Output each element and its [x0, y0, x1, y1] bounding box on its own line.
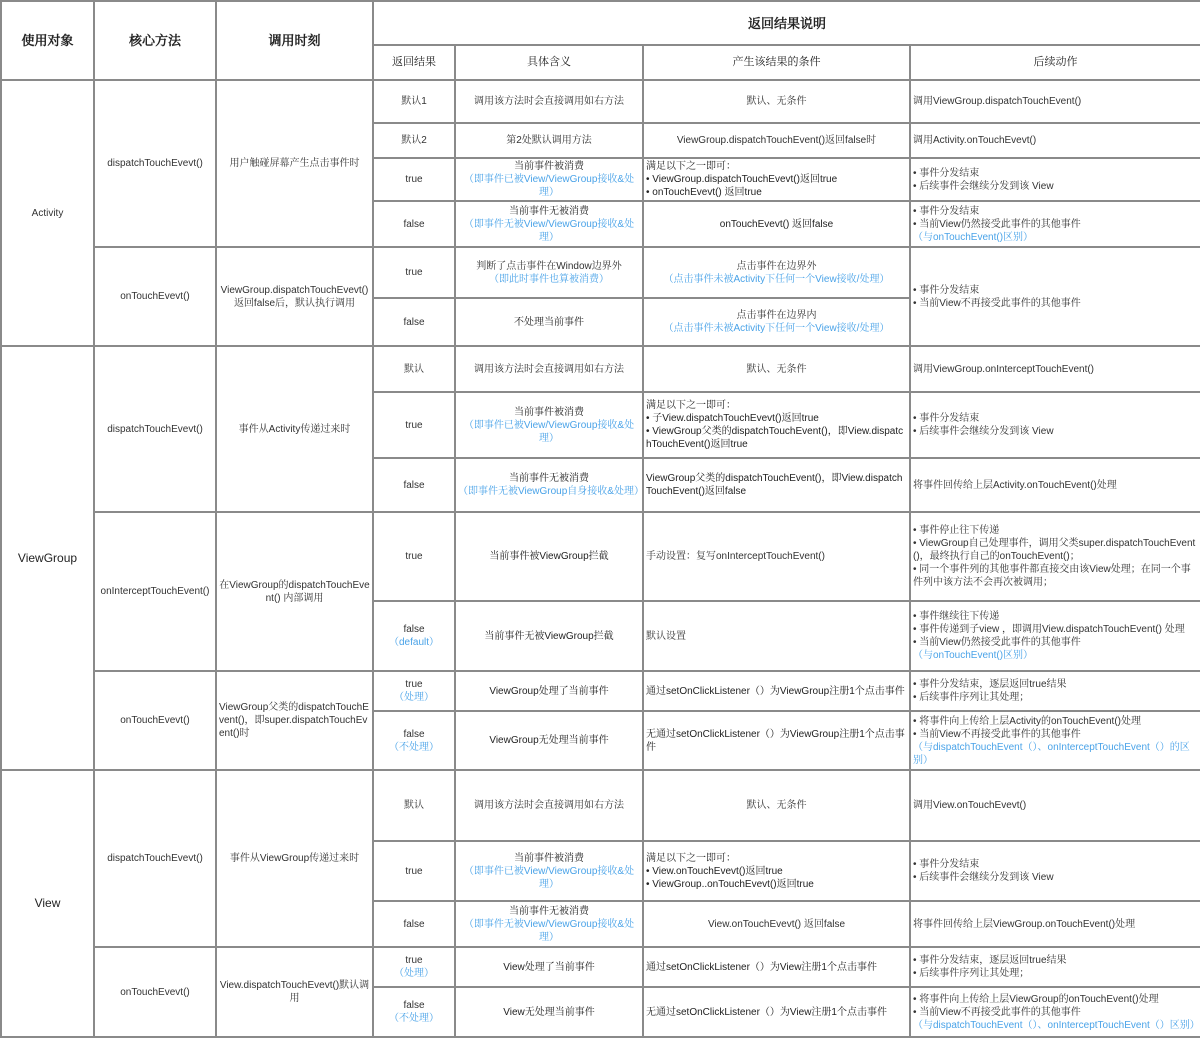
- result-cell: [373, 711, 455, 770]
- action-cell: [910, 671, 1200, 711]
- table-row: [1, 671, 1200, 711]
- method-cell: onTouchEvevt(): [94, 947, 216, 1037]
- result-cell: 默认: [373, 346, 455, 392]
- object-viewgroup: ViewGroup: [1, 346, 94, 770]
- meaning-cell: 第2处默认调用方法: [455, 123, 643, 158]
- result-cell: false: [373, 458, 455, 512]
- result-text: true: [405, 679, 423, 690]
- meaning-note: （即事件已被View/ViewGroup接收&处理）: [463, 865, 635, 890]
- meaning-cell: [455, 158, 643, 201]
- action-item: • 后续事件序列让其处理；: [913, 692, 1030, 703]
- meaning-cell: 当前事件被ViewGroup拦截: [455, 512, 643, 601]
- header-object: 使用对象: [1, 1, 94, 80]
- result-text: false: [403, 1000, 425, 1011]
- meaning-cell: ViewGroup无处理当前事件: [455, 711, 643, 770]
- action-item: • 事件继续往下传递: [913, 611, 1000, 622]
- meaning-cell: [455, 247, 643, 298]
- action-item: • ViewGroup自己处理事件，调用父类super.dispatchTouchEvent()，最终执行自己的onTouchEvent()；: [913, 538, 1196, 562]
- result-cell: true: [373, 247, 455, 298]
- timing-cell: View.dispatchTouchEvevt()默认调用: [216, 947, 373, 1037]
- condition-item: • onTouchEvevt() 返回true: [646, 187, 762, 198]
- result-note: （不处理）: [389, 1013, 439, 1024]
- timing-cell: ViewGroup父类的dispatchTouchEvent()，即super.dispatchTouchEvent()时: [216, 671, 373, 770]
- timing-cell: 用户触碰屏幕产生点击事件时: [216, 80, 373, 247]
- action-cell: [910, 711, 1200, 770]
- timing-cell: 事件从ViewGroup传递过来时: [216, 770, 373, 947]
- action-cell: 调用View.onTouchEvevt(): [910, 770, 1200, 841]
- meaning-note: （即事件无被ViewGroup自身接收&处理）: [458, 486, 644, 497]
- action-cell: [910, 841, 1200, 901]
- action-cell: [910, 201, 1200, 247]
- method-cell: dispatchTouchEvevt(): [94, 770, 216, 947]
- condition-cell: 手动设置：复写onInterceptTouchEvent(): [643, 512, 910, 601]
- result-note: （不处理）: [389, 741, 439, 753]
- condition-item: • 子View.dispatchTouchEvevt()返回true: [646, 413, 819, 424]
- result-note: （处理）: [394, 692, 434, 703]
- action-note: （与onTouchEvent()区别）: [913, 650, 1034, 661]
- timing-cell: 在ViewGroup的dispatchTouchEvent() 内部调用: [216, 512, 373, 671]
- timing-cell: ViewGroup.dispatchTouchEvevt()返回false后，默认执行调用: [216, 247, 373, 346]
- meaning-text: 判断了点击事件在Window边界外: [476, 260, 622, 272]
- action-item: • 当前View不再接受此事件的其他事件: [913, 297, 1081, 309]
- result-cell: true: [373, 392, 455, 458]
- meaning-note: （即事件已被View/ViewGroup接收&处理）: [463, 419, 635, 444]
- condition-title: 满足以下之一即可：: [646, 852, 736, 864]
- action-item-with-note: [913, 636, 1198, 662]
- action-item: • 后续事件会继续分发到该 View: [913, 426, 1054, 437]
- action-item: • 事件分发结束，逐层返回true结果: [913, 955, 1067, 966]
- result-cell: false: [373, 201, 455, 247]
- header-meaning: 具体含义: [455, 45, 643, 80]
- meaning-cell: 不处理当前事件: [455, 298, 643, 346]
- meaning-cell: 调用该方法时会直接调用如右方法: [455, 80, 643, 123]
- action-note: （与dispatchTouchEvent（）、onInterceptTouchEvent（）区别）: [913, 1019, 1200, 1031]
- condition-note: （点击事件未被Activity下任何一个View接收/处理）: [663, 273, 890, 285]
- condition-cell: onTouchEvevt() 返回false: [643, 201, 910, 247]
- header-result-group: 返回结果说明: [373, 1, 1200, 45]
- meaning-cell: View处理了当前事件: [455, 947, 643, 987]
- meaning-text: 当前事件无被消费: [509, 905, 589, 917]
- meaning-cell: [455, 841, 643, 901]
- action-item: • 当前View不再接受此事件的其他事件: [913, 728, 1081, 740]
- result-cell: false: [373, 901, 455, 947]
- action-cell: [910, 512, 1200, 601]
- action-item: • 事件分发结束: [913, 167, 980, 179]
- condition-cell: [643, 392, 910, 458]
- condition-cell: View.onTouchEvevt() 返回false: [643, 901, 910, 947]
- action-note: （与onTouchEvent()区别）: [913, 231, 1034, 243]
- header-timing: 调用时刻: [216, 1, 373, 80]
- condition-cell: 默认、无条件: [643, 80, 910, 123]
- condition-cell: 通过setOnClickListener（）为View注册1个点击事件: [643, 947, 910, 987]
- condition-cell: 通过setOnClickListener（）为ViewGroup注册1个点击事件: [643, 671, 910, 711]
- result-text: true: [405, 955, 423, 966]
- action-cell: [910, 247, 1200, 346]
- result-text: false: [403, 728, 425, 740]
- meaning-note: （即此时事件也算被消费）: [489, 273, 609, 285]
- action-cell: [910, 987, 1200, 1037]
- action-cell: 将事件回传给上层ViewGroup.onTouchEvent()处理: [910, 901, 1200, 947]
- meaning-text: 当前事件被消费: [514, 406, 584, 418]
- condition-note: （点击事件未被Activity下任何一个View接收/处理）: [663, 323, 890, 334]
- result-cell: true: [373, 841, 455, 901]
- condition-cell: 默认、无条件: [643, 346, 910, 392]
- action-item: • 将事件向上传给上层Activity的onTouchEvent()处理: [913, 715, 1141, 727]
- table-row: [1, 80, 1200, 123]
- condition-title: 满足以下之一即可：: [646, 400, 736, 411]
- meaning-text: 当前事件被消费: [514, 161, 584, 172]
- action-item: • 当前View不再接受此事件的其他事件: [913, 1006, 1081, 1018]
- condition-cell: [643, 841, 910, 901]
- action-item: • 事件分发结束: [913, 859, 980, 870]
- action-item: • 将事件向上传给上层ViewGroup的onTouchEvent()处理: [913, 993, 1159, 1005]
- action-item: • 后续事件会继续分发到该 View: [913, 872, 1054, 883]
- meaning-note: （即事件已被View/ViewGroup接收&处理）: [463, 174, 635, 198]
- condition-cell: 默认、无条件: [643, 770, 910, 841]
- action-cell: [910, 947, 1200, 987]
- result-cell: true: [373, 158, 455, 201]
- result-cell: 默认1: [373, 80, 455, 123]
- action-cell: [910, 392, 1200, 458]
- meaning-text: 当前事件被消费: [514, 852, 584, 864]
- result-note: （处理）: [394, 968, 434, 979]
- result-text: false: [403, 624, 425, 635]
- meaning-cell: 调用该方法时会直接调用如右方法: [455, 770, 643, 841]
- meaning-text: 当前事件无被消费: [509, 205, 589, 217]
- action-item: • 后续事件序列让其处理；: [913, 968, 1030, 979]
- meaning-cell: View无处理当前事件: [455, 987, 643, 1037]
- method-cell: onInterceptTouchEvent(): [94, 512, 216, 671]
- meaning-cell: [455, 901, 643, 947]
- method-cell: onTouchEvevt(): [94, 247, 216, 346]
- condition-item: • View.onTouchEvevt()返回true: [646, 865, 783, 877]
- object-activity: Activity: [1, 80, 94, 346]
- table-row: [1, 512, 1200, 601]
- meaning-note: （即事件无被View/ViewGroup接收&处理）: [463, 218, 635, 243]
- header-action: 后续动作: [910, 45, 1200, 80]
- result-cell: [373, 987, 455, 1037]
- condition-cell: [643, 298, 910, 346]
- result-cell: [373, 947, 455, 987]
- result-cell: 默认2: [373, 123, 455, 158]
- method-cell: dispatchTouchEvevt(): [94, 346, 216, 512]
- result-note: （default）: [388, 637, 440, 648]
- condition-item: • ViewGroup..onTouchEvevt()返回true: [646, 878, 814, 890]
- condition-cell: [643, 247, 910, 298]
- action-cell: [910, 601, 1200, 671]
- action-item-with-note: [913, 218, 1198, 244]
- meaning-cell: 当前事件无被ViewGroup拦截: [455, 601, 643, 671]
- meaning-cell: [455, 201, 643, 247]
- action-item: • 事件传递到子view ，即调用View.dispatchTouchEvent() 处理: [913, 624, 1185, 635]
- condition-item: • ViewGroup.dispatchTouchEvevt()返回true: [646, 174, 838, 185]
- condition-cell: ViewGroup父类的dispatchTouchEvent()，即View.dispatchTouchEvent()返回false: [643, 458, 910, 512]
- action-cell: 调用Activity.onTouchEvevt(): [910, 123, 1200, 158]
- condition-cell: 无通过setOnClickListener（）为ViewGroup注册1个点击事件: [643, 711, 910, 770]
- meaning-cell: ViewGroup处理了当前事件: [455, 671, 643, 711]
- condition-title: 满足以下之一即可：: [646, 161, 736, 172]
- condition-cell: 默认设置: [643, 601, 910, 671]
- meaning-note: （即事件无被View/ViewGroup接收&处理）: [463, 918, 635, 943]
- result-cell: [373, 671, 455, 711]
- action-item: • 事件分发结束: [913, 284, 980, 296]
- result-cell: true: [373, 512, 455, 601]
- action-cell: 调用ViewGroup.dispatchTouchEvent(): [910, 80, 1200, 123]
- condition-cell: 无通过setOnClickListener（）为View注册1个点击事件: [643, 987, 910, 1037]
- action-item: • 当前View仍然接受此事件的其他事件: [913, 637, 1081, 648]
- action-item: • 当前View仍然接受此事件的其他事件: [913, 218, 1081, 230]
- action-cell: 将事件回传给上层Activity.onTouchEvent()处理: [910, 458, 1200, 512]
- table-row: [1, 346, 1200, 392]
- header-method: 核心方法: [94, 1, 216, 80]
- result-cell: false: [373, 298, 455, 346]
- object-view: View: [1, 770, 94, 1037]
- action-item: • 后续事件会继续分发到该 View: [913, 180, 1054, 192]
- meaning-cell: [455, 458, 643, 512]
- timing-cell: 事件从Activity传递过来时: [216, 346, 373, 512]
- action-note: （与dispatchTouchEvent（）、onInterceptTouchEvent（）的区别）: [913, 741, 1190, 766]
- meaning-cell: [455, 392, 643, 458]
- action-item: • 事件停止往下传递: [913, 525, 1000, 536]
- result-cell: 默认: [373, 770, 455, 841]
- condition-text: 点击事件在边界内: [736, 310, 817, 321]
- condition-item: • ViewGroup父类的dispatchTouchEvent()，即View.dispatchTouchEvent()返回true: [646, 426, 904, 450]
- meaning-cell: 调用该方法时会直接调用如右方法: [455, 346, 643, 392]
- condition-text: 点击事件在边界外: [736, 260, 817, 272]
- result-cell: [373, 601, 455, 671]
- action-item: • 同一个事件列的其他事件都直接交由该View处理；在同一个事件列中该方法不会再次被调用；: [913, 564, 1191, 588]
- header-condition: 产生该结果的条件: [643, 45, 910, 80]
- meaning-text: 当前事件无被消费: [509, 473, 589, 484]
- table-row: [1, 947, 1200, 987]
- condition-cell: [643, 158, 910, 201]
- method-cell: onTouchEvevt(): [94, 671, 216, 770]
- table-row: [1, 770, 1200, 841]
- action-item: • 事件分发结束: [913, 205, 980, 217]
- action-item: • 事件分发结束: [913, 413, 980, 424]
- action-cell: 调用ViewGroup.onInterceptTouchEvent(): [910, 346, 1200, 392]
- condition-cell: ViewGroup.dispatchTouchEvent()返回false时: [643, 123, 910, 158]
- table-row: [1, 247, 1200, 298]
- action-cell: [910, 158, 1200, 201]
- header-result: 返回结果: [373, 45, 455, 80]
- action-item: • 事件分发结束，逐层返回true结果: [913, 679, 1067, 690]
- method-cell: dispatchTouchEvevt(): [94, 80, 216, 247]
